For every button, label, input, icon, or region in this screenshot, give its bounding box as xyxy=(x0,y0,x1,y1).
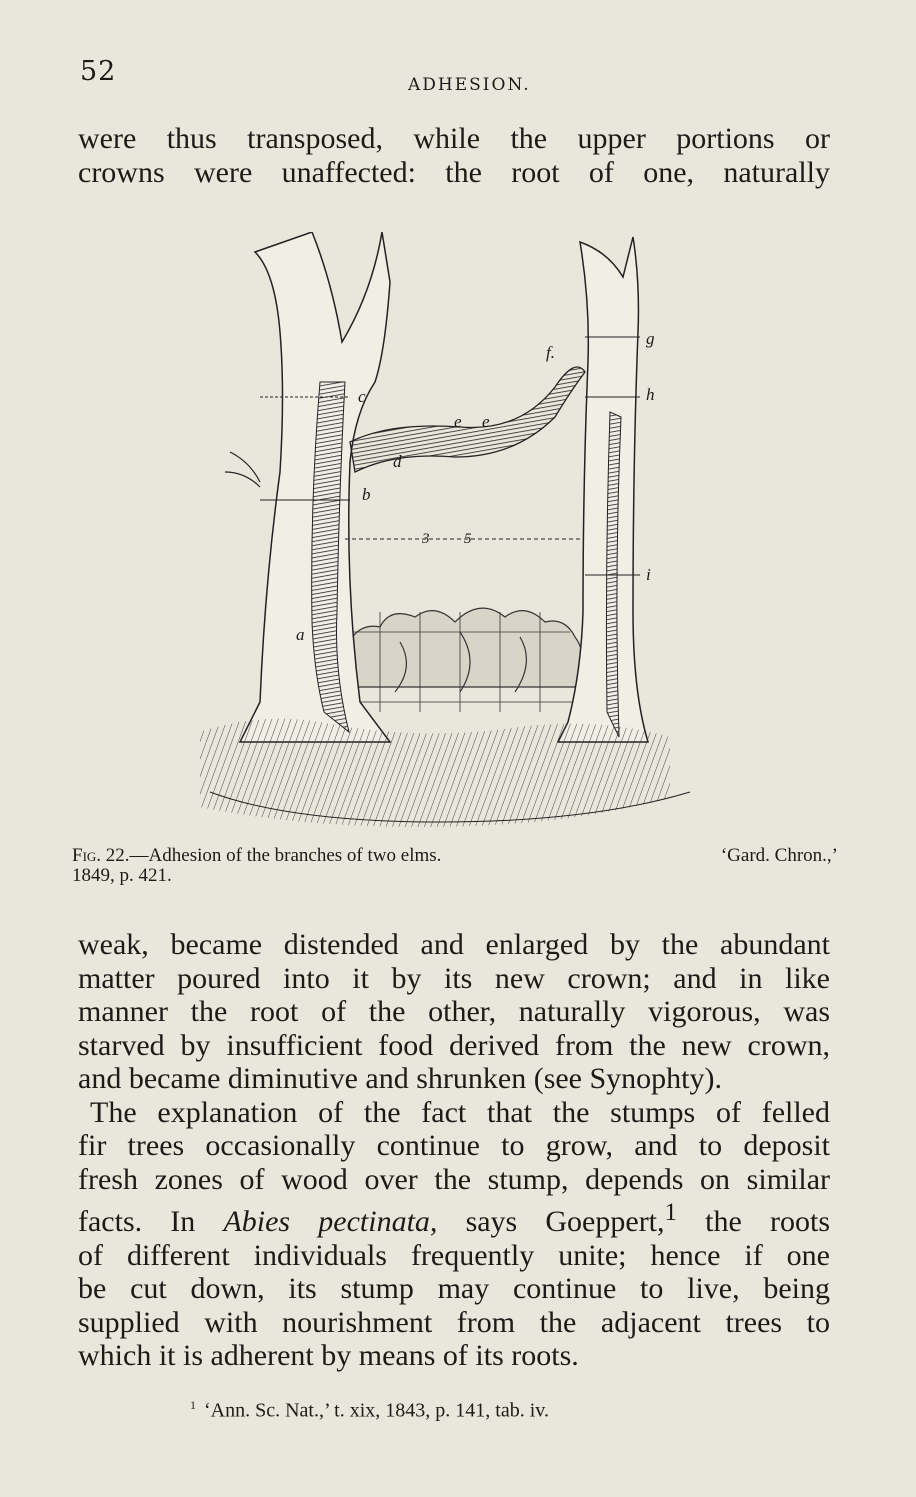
text-line: starved by insufficient food derived from the new crown, xyxy=(78,1028,830,1062)
text-line-with-italic xyxy=(78,1196,830,1239)
elm-adhesion-illustration xyxy=(200,232,710,842)
caption-source: ‘Gard. Chron.,’ xyxy=(720,845,838,866)
footnote-text: ‘Ann. Sc. Nat.,’ t. xix, 1843, p. 141, tab. iv. xyxy=(204,1399,549,1422)
label-d: d xyxy=(393,452,402,471)
text-line: be cut down, its stump may continue to live, being xyxy=(78,1272,830,1305)
text-line: fresh zones of wood over the stump, depends on similar xyxy=(78,1162,830,1196)
text-line: The explanation of the fact that the stumps of felled xyxy=(90,1095,830,1129)
caption-figure-number: Fig. 22. xyxy=(72,845,130,866)
label-i: i xyxy=(646,565,651,584)
caption-text: —Adhesion of the branches of two elms. xyxy=(129,845,442,866)
text-line: of different individuals frequently unite; hence if one xyxy=(78,1238,830,1272)
footnote-ref: 1 xyxy=(664,1199,678,1226)
label-h: h xyxy=(646,385,655,404)
label-f: f. xyxy=(546,343,555,362)
label-g: g xyxy=(646,329,655,348)
text-line: matter poured into it by its new crown; and in like xyxy=(78,961,830,995)
label-3: 3 xyxy=(422,531,430,547)
line-pre: facts. In xyxy=(78,1205,224,1238)
caption-main xyxy=(72,846,441,866)
background-trees xyxy=(345,608,583,712)
text-line: were thus transposed, while the upper portions or xyxy=(78,122,830,155)
label-5: 5 xyxy=(464,531,472,547)
text-line: supplied with nourishment from the adjacent trees to xyxy=(78,1305,830,1339)
caption-line2: 1849, p. 421. xyxy=(72,865,172,886)
label-e1: e xyxy=(454,412,462,431)
text-line: which it is adherent by means of its roots. xyxy=(78,1339,579,1372)
running-title: ADHESION. xyxy=(408,75,531,95)
text-line: crowns were unaffected: the root of one, naturally xyxy=(78,156,830,189)
text-line: manner the root of the other, naturally vigorous, was xyxy=(78,995,830,1028)
label-b: b xyxy=(362,485,371,504)
text-line: and became diminutive and shrunken (see Synophty). xyxy=(78,1062,723,1095)
label-c: c xyxy=(358,387,366,406)
top-paragraph xyxy=(78,122,830,190)
figure-caption xyxy=(72,846,838,886)
label-a: a xyxy=(296,625,305,644)
ground xyxy=(200,719,690,827)
body-paragraphs xyxy=(78,928,830,1373)
text-line: fir trees occasionally continue to grow, and to deposit xyxy=(78,1129,830,1162)
line-post: says Goeppert, xyxy=(437,1205,665,1238)
line-tail: the roots xyxy=(677,1205,830,1238)
page-number: 52 xyxy=(80,56,117,87)
footnote xyxy=(190,1398,549,1423)
italic-species-name: Abies pectinata, xyxy=(223,1205,438,1238)
connecting-branch xyxy=(350,367,585,472)
text-line: weak, became distended and enlarged by the abundant xyxy=(78,928,830,961)
label-e2: e xyxy=(482,412,490,431)
footnote-marker: 1 xyxy=(190,1398,196,1412)
